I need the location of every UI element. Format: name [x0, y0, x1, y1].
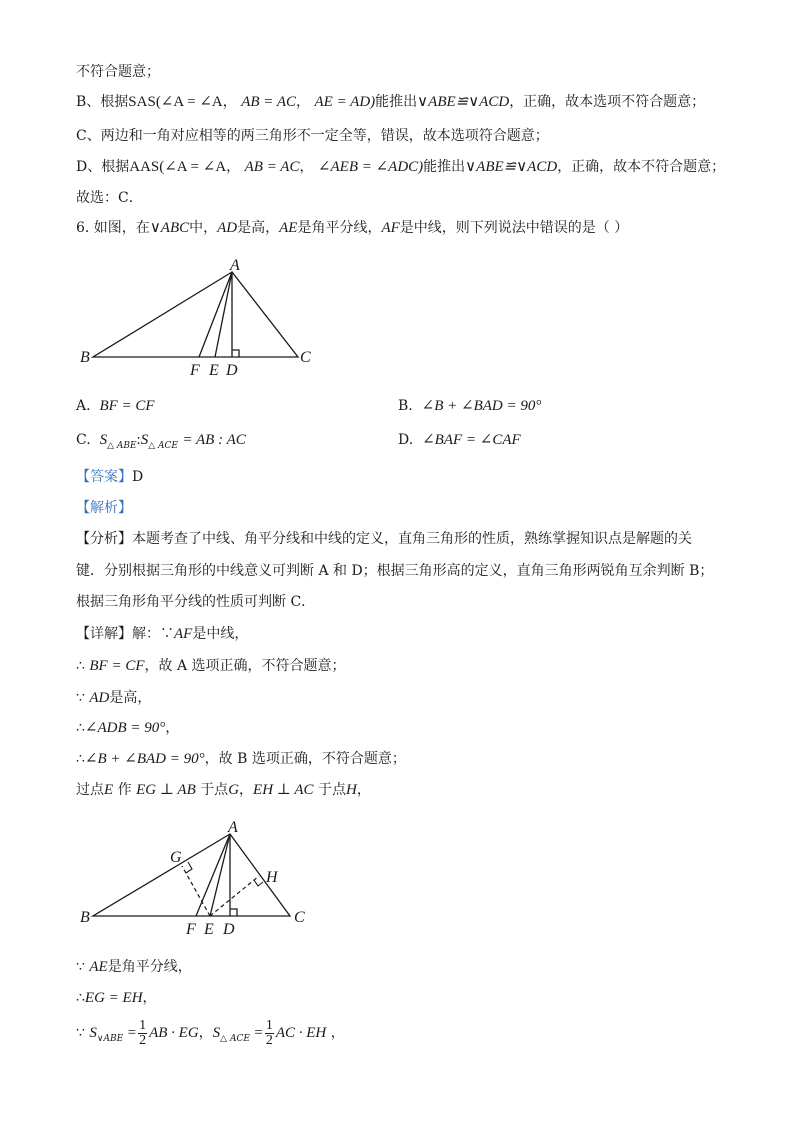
label-d: D [226, 362, 238, 379]
text: ， [330, 1025, 345, 1041]
text: ， [356, 782, 371, 798]
text: ∴ [76, 990, 85, 1006]
option-d[interactable] [398, 430, 521, 450]
label-a: A [228, 819, 238, 836]
math: AB = AC [241, 94, 297, 110]
text: 于点 [200, 782, 229, 798]
text: 作 [117, 782, 132, 798]
label-c: C [294, 909, 305, 926]
text: 中， [189, 220, 218, 236]
text: 键．分别根据三角形的中线意义可判断 A 和 D；根据三角形高的定义，直角三角形两锐角互余判断 B； [76, 563, 714, 579]
text: 解：∵ [132, 626, 174, 642]
text: 过点 [76, 782, 104, 798]
text: 本题考查了中线、角平分线和中线的定义，直角三角形的性质，熟练掌握知识点是解题的关 [132, 531, 692, 547]
question-6 [76, 218, 628, 238]
math: G [228, 782, 240, 798]
analysis-p3 [76, 592, 315, 612]
text: C、两边和一角对应相等的两三角形不一定全等，错误，故本选项符合题意； [76, 128, 549, 144]
label-d: D [223, 921, 235, 938]
text-line-5 [76, 188, 143, 208]
math-subscript: ∨ABE [96, 1033, 124, 1044]
label-a: A [230, 257, 240, 274]
math: AF [174, 626, 193, 642]
math: ∠B + ∠BAD = 90° [84, 751, 205, 767]
math: AC · EH [275, 1025, 327, 1041]
math: AB = AC [244, 159, 300, 175]
option-b[interactable] [398, 396, 541, 416]
math: AD [217, 220, 238, 236]
numerator: 1 [265, 1017, 273, 1033]
text: ∴ [76, 720, 85, 736]
math: AE [279, 220, 298, 236]
text: 是高， [109, 690, 152, 706]
math: EH ⊥ AC [253, 782, 314, 798]
heading: 【解析】 [76, 500, 132, 516]
detail-line-5 [76, 749, 406, 769]
math: BF = CF [89, 658, 145, 674]
text: 不符合题意； [76, 64, 160, 80]
triangle-figure-2 [70, 812, 330, 942]
math: AF [381, 220, 400, 236]
math: AB · EG [149, 1025, 199, 1041]
math: AE [89, 959, 108, 975]
math: S [89, 1025, 97, 1041]
option-a[interactable] [76, 396, 155, 416]
right-angle-mark-d [230, 909, 237, 916]
bracket-label: 【详解】 [76, 626, 132, 642]
text: ， [226, 159, 241, 175]
text: ，正确，故本选项不符合题意； [509, 94, 706, 110]
answer-value: D [132, 469, 144, 485]
math: S [140, 432, 149, 448]
math-subscript: △ ACE [148, 440, 178, 451]
math: ∨ABE≌∨ACD [417, 94, 510, 110]
text: 根据三角形角平分线的性质可判断 C． [76, 594, 316, 610]
triangle-figure-1 [70, 252, 330, 380]
option-text: ∠BAF = ∠CAF [422, 432, 521, 448]
detail-line-2 [76, 656, 346, 676]
option-label: C. [76, 432, 91, 448]
text-line-3 [76, 126, 549, 146]
tail-line-3 [76, 1016, 345, 1056]
text-line-4 [76, 157, 725, 177]
triangle-abc [93, 272, 298, 357]
analysis-heading [76, 498, 132, 518]
label-e: E [209, 362, 219, 379]
text: 于点 [317, 782, 346, 798]
math-subscript: △ ABE [107, 440, 137, 451]
text: ，正确，故本不符合题意； [557, 159, 726, 175]
text: ， [239, 782, 254, 798]
text: 是角平分线， [297, 220, 382, 236]
detail-line-1 [76, 624, 248, 644]
bracket-label: 【分析】 [76, 531, 132, 547]
text: ，故 B 选项正确，不符合题意； [204, 751, 406, 767]
denominator: 2 [265, 1032, 273, 1048]
detail-line-3 [76, 688, 151, 708]
text: ，故 A 选项正确，不符合题意； [144, 658, 346, 674]
math: ∠ADB = 90° [84, 720, 166, 736]
math: S [212, 1025, 221, 1041]
text: ∴ [76, 658, 85, 674]
label-f: F [186, 921, 196, 938]
math: ∠AEB = ∠ADC) [317, 159, 424, 175]
text: ， [222, 94, 237, 110]
text: ， [296, 94, 311, 110]
math: AAS(∠A = ∠A [129, 159, 227, 175]
math: E [104, 782, 114, 798]
text: 是中线，则下列说法中错误的是（ ） [399, 220, 629, 236]
detail-line-4 [76, 718, 179, 738]
option-label: B. [398, 398, 413, 414]
math: ∨ABE≌∨ACD [465, 159, 558, 175]
text: 是高， [237, 220, 280, 236]
label-f: F [190, 362, 200, 379]
math-subscript: △ ACE [220, 1033, 250, 1044]
text: ， [165, 720, 180, 736]
text: ， [142, 990, 157, 1006]
text: ∵ [76, 690, 85, 706]
median-af [199, 272, 232, 357]
text: D、根据 [76, 159, 130, 175]
text-line-2 [76, 92, 705, 112]
answer-line [76, 467, 143, 487]
detail-line-6 [76, 780, 371, 800]
math: = [254, 1025, 263, 1041]
text: ， [198, 1025, 213, 1041]
option-text: ∠B + ∠BAD = 90° [421, 398, 542, 414]
option-label: D. [398, 432, 414, 448]
right-angle-mark-g [186, 862, 192, 873]
option-text: BF = CF [99, 398, 155, 414]
math: AE = AD) [314, 94, 376, 110]
text: ， [299, 159, 314, 175]
math: AD [89, 690, 110, 706]
label-c: C [300, 349, 311, 366]
text: 故选：C． [76, 190, 143, 206]
option-c[interactable] [76, 430, 246, 456]
math: ∨ABC [149, 220, 190, 236]
denominator: 2 [139, 1032, 147, 1048]
fraction-half [138, 1019, 147, 1048]
text: 是角平分线， [107, 959, 192, 975]
fraction-half [265, 1019, 274, 1048]
text: 能推出 [375, 94, 418, 110]
tail-line-2 [76, 988, 157, 1008]
label-e: E [204, 921, 214, 938]
label-b: B [80, 349, 90, 366]
label-b: B [80, 909, 90, 926]
analysis-p1 [76, 529, 692, 549]
tail-line-1 [76, 957, 192, 977]
triangle-abc [93, 834, 290, 916]
text: 是中线， [192, 626, 249, 642]
math: EG = EH [84, 990, 143, 1006]
math: S [99, 432, 108, 448]
text: ∴ [76, 751, 85, 767]
perpendicular-eh [210, 876, 259, 916]
text: 能推出 [423, 159, 466, 175]
numerator: 1 [139, 1017, 147, 1033]
right-angle-mark-h [254, 880, 263, 886]
text-line-1 [76, 62, 160, 82]
math: = [127, 1025, 137, 1041]
text: B、根据 [76, 94, 129, 110]
math: EG ⊥ AB [136, 782, 196, 798]
option-label: A. [76, 398, 91, 414]
label-h: H [266, 869, 278, 886]
answer-heading: 【答案】 [76, 469, 132, 485]
text: ∵ [76, 1025, 85, 1041]
math: H [345, 782, 357, 798]
bisector-ae [215, 272, 232, 357]
right-angle-mark [232, 350, 239, 357]
text: 6. 如图，在 [76, 220, 150, 236]
label-g: G [170, 849, 182, 866]
math: = AB : AC [182, 432, 246, 448]
math: SAS(∠A = ∠A [128, 94, 223, 110]
analysis-p2 [76, 561, 713, 581]
math: : [136, 432, 141, 448]
text: ∵ [76, 959, 85, 975]
